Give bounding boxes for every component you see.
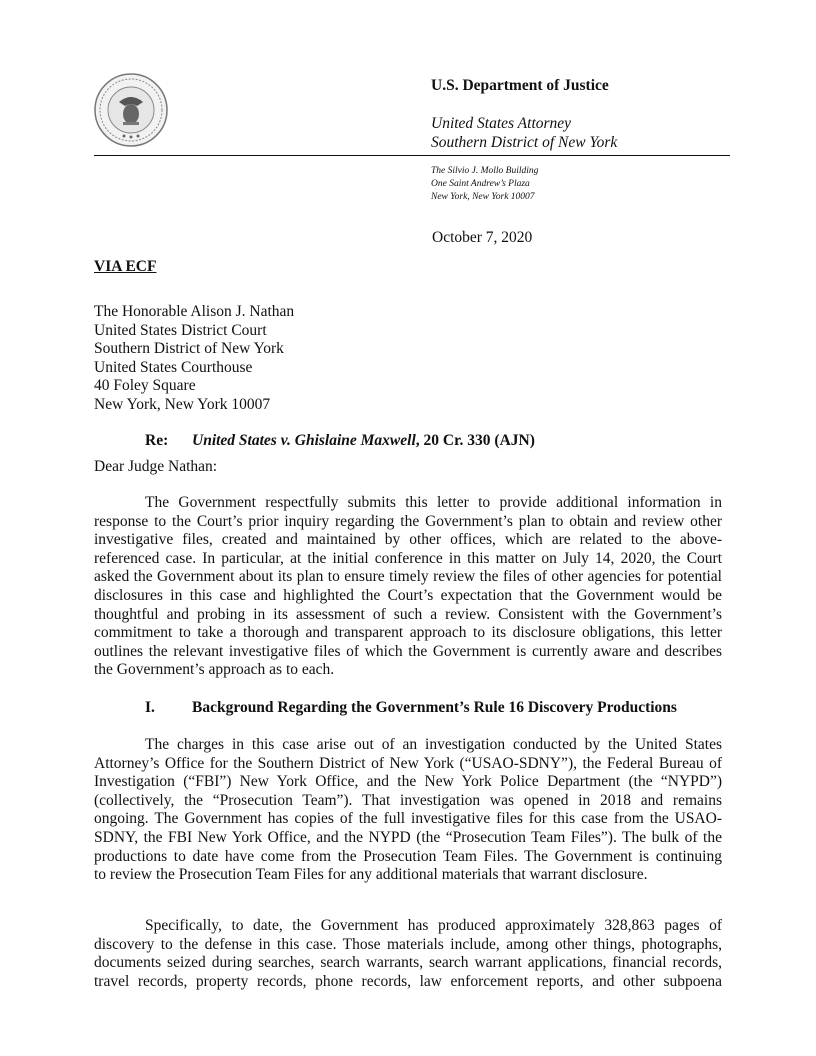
paragraph-line: Investigation (“FBI”) New York Office, and the New York Police Department (the “NYPD”) <box>94 773 722 791</box>
section-number: I. <box>145 699 155 716</box>
recipient-line: The Honorable Alison J. Nathan <box>94 303 295 320</box>
salutation: Dear Judge Nathan: <box>94 458 218 475</box>
paragraph-line: (collectively, the “Prosecution Team”). That investigation was opened in 2018 and remains <box>94 791 722 809</box>
paragraph-3 <box>94 917 722 991</box>
section-heading <box>145 699 677 717</box>
paragraph-line: the Government’s approach as to each. <box>94 661 335 679</box>
paragraph-line: thoughtful and probing in its assessment of such a review. Consistent with the Government’s <box>94 605 722 623</box>
paragraph-line: SDNY, the FBI New York Office, and the NYPD (the “Prosecution Team Files”). The bulk of the <box>94 828 722 846</box>
office-name <box>431 114 617 152</box>
paragraph-line: outlines the relevant investigative files of which the Government is currently aware and describes <box>94 642 722 660</box>
office-address <box>431 165 538 204</box>
case-number: , 20 Cr. 330 (AJN) <box>415 432 535 449</box>
office-line: United States Attorney <box>431 115 572 132</box>
paragraph-1 <box>94 494 722 680</box>
re-line <box>145 432 535 450</box>
paragraph-2 <box>94 736 722 885</box>
recipient-line: United States District Court <box>94 321 267 339</box>
recipient-line: Southern District of New York <box>94 340 284 358</box>
letterhead-divider <box>94 155 730 156</box>
re-label: Re: <box>145 432 169 449</box>
office-line: Southern District of New York <box>431 134 618 151</box>
letter-date: October 7, 2020 <box>432 229 533 246</box>
paragraph-line: referenced case. In particular, at the initial conference in this matter on July 14, 2020, the Court <box>94 549 722 567</box>
paragraph-line: response to the Court’s prior inquiry regarding the Government’s plan to obtain and review other <box>94 512 722 530</box>
address-line: One Saint Andrew’s Plaza <box>431 179 530 189</box>
paragraph-line: travel records, property records, phone records, law enforcement reports, and other subpoena <box>94 972 722 990</box>
paragraph-line: ongoing. The Government has copies of the full investigative files for this case from the USAO- <box>94 810 722 828</box>
paragraph-line: asked the Government about its plan to ensure timely review the files of other agencies for potential <box>94 568 722 586</box>
paragraph-line: Attorney’s Office for the Southern District of New York (“USAO-SDNY”), the Federal Bureau of <box>94 754 722 772</box>
paragraph-line: documents seized during searches, search warrants, search warrant applications, financial records, <box>94 954 722 972</box>
delivery-method: VIA ECF <box>94 258 157 275</box>
paragraph-line: discovery to the defense in this case. Those materials include, among other things, photographs, <box>94 935 722 953</box>
department-name: U.S. Department of Justice <box>431 77 609 94</box>
paragraph-line: to review the Prosecution Team Files for any additional materials that warrant disclosure. <box>94 866 648 884</box>
doj-seal-logo <box>93 72 169 148</box>
paragraph-line: The charges in this case arise out of an investigation conducted by the United States <box>145 736 722 753</box>
recipient-line: 40 Foley Square <box>94 377 196 395</box>
paragraph-line: commitment to take a thorough and transparent approach to its disclosure obligations, this letter <box>94 624 722 642</box>
case-name: United States v. Ghislaine Maxwell <box>192 432 416 449</box>
paragraph-line: disclosures in this case and highlighted the Court’s expectation that the Government would be <box>94 586 722 604</box>
section-title: Background Regarding the Government’s Rule 16 Discovery Productions <box>192 699 677 716</box>
address-line: The Silvio J. Mollo Building <box>431 166 539 176</box>
recipient-line: New York, New York 10007 <box>94 395 271 413</box>
paragraph-line: Specifically, to date, the Government has produced approximately 328,863 pages of <box>145 917 722 934</box>
address-line: New York, New York 10007 <box>431 192 535 202</box>
paragraph-line: productions to date have come from the Prosecution Team Files. The Government is continuing <box>94 847 722 865</box>
paragraph-line: The Government respectfully submits this letter to provide additional information in <box>145 494 722 511</box>
recipient-line: United States Courthouse <box>94 358 253 376</box>
paragraph-line: investigative files, created and maintained by other offices, which are related to the above- <box>94 531 722 549</box>
recipient-address <box>94 303 294 415</box>
